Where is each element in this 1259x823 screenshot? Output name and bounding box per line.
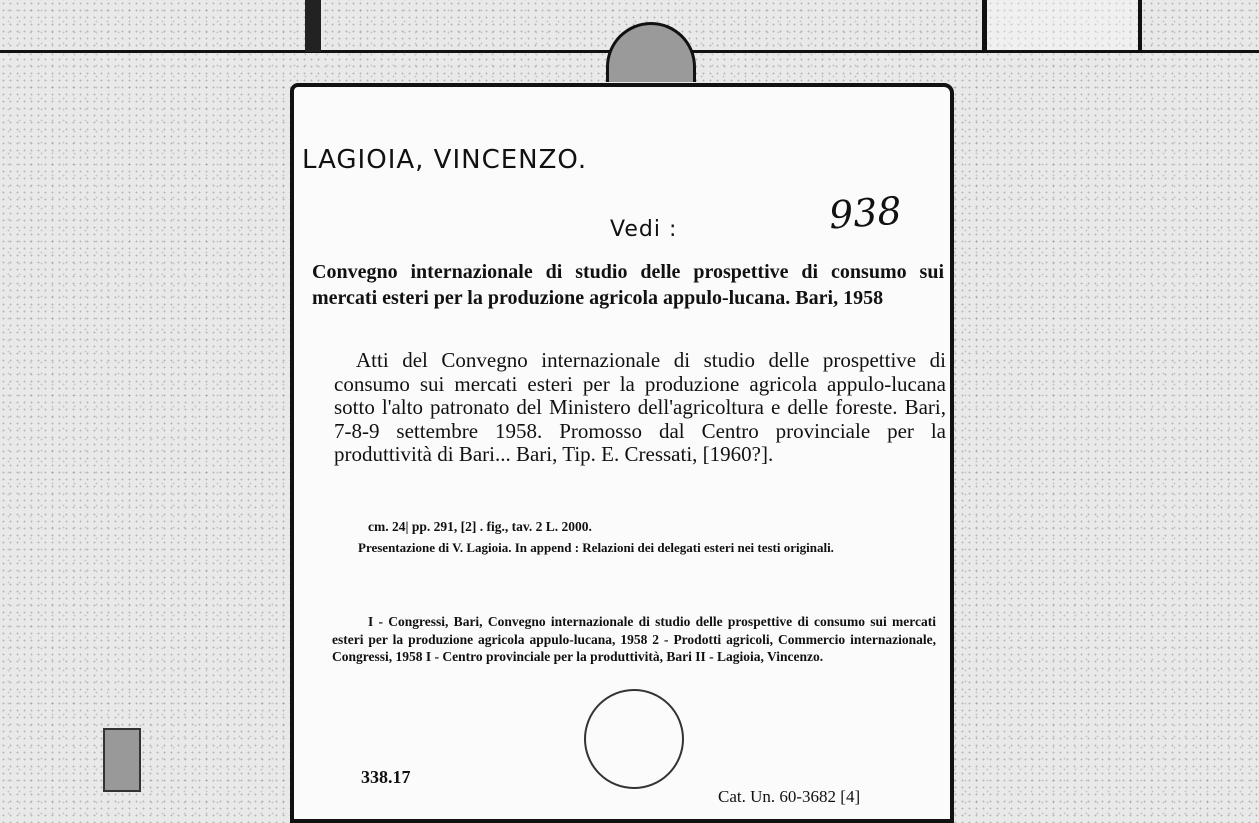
tray-post-right (982, 0, 1142, 50)
tray-rod-hole (606, 22, 696, 82)
card-heading: LAGIOIA, VINCENZO. (302, 145, 588, 175)
card-punch-hole (584, 689, 684, 789)
tab-marker (103, 728, 141, 792)
handwritten-number: 938 (827, 188, 903, 238)
record-description: Atti del Convegno internazionale di studio delle prospettive di consumo sui mercati esteri per la produzione agricola appulo-lucana sotto l'alto patronato del Ministero dell'agricoltura e delle foreste. Bari, 7-8-9 settembre 1958. Promosso dal Centro provinciale per la produttività di Bari... Bari, Tip. E. Cressati, [1960?]. (334, 348, 946, 466)
record-title: Convegno internazionale di studio delle prospettive di consumo sui mercati esteri per la produzione agricola appulo-lucana. Bari, 1958 (312, 261, 944, 309)
notes: Presentazione di V. Lagioia. In append : Relazioni dei delegati esteri nei testi originali. (358, 540, 834, 555)
see-reference: Vedi : (610, 217, 678, 242)
subject-tracings: I - Congressi, Bari, Convegno internazionale di studio delle prospettive di consumo sui mercati esteri per la produzione agricola appulo-lucana, 1958 2 - Prodotti agricoli, Commercio internazionale, Congressi, 1958 I - Centro provinciale per la produttività, Bari II - Lagioia, Vincenzo. (332, 614, 936, 664)
tray-post-left (305, 0, 321, 52)
class-number: 338.17 (361, 767, 411, 787)
catalog-number: Cat. Un. 60-3682 [4] (718, 787, 861, 806)
collation: cm. 24| pp. 291, [2] . fig., tav. 2 L. 2000. (368, 519, 592, 534)
catalog-card (290, 83, 954, 823)
